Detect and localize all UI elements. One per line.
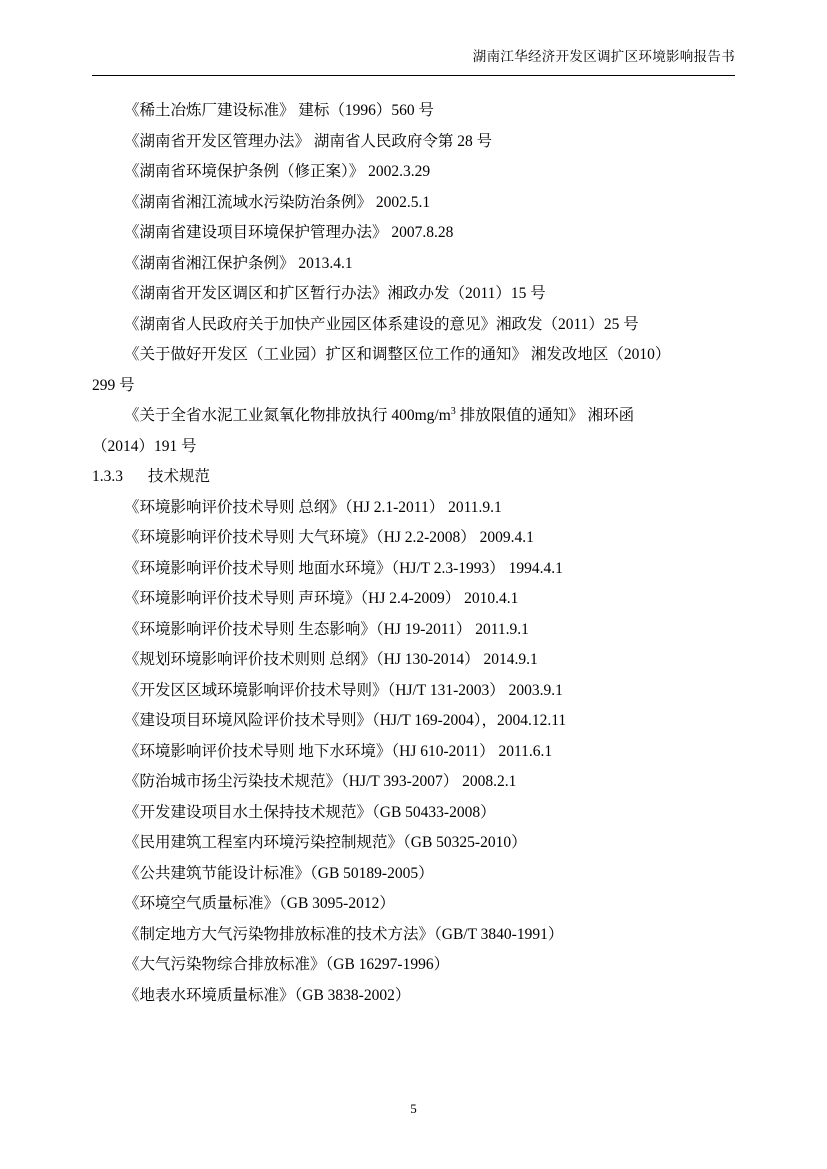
list-item: 《防治城市扬尘污染技术规范》（HJ/T 393-2007） 2008.2.1 xyxy=(124,773,517,790)
list-item: 《开发区区域环境影响评价技术导则》（HJ/T 131-2003） 2003.9.1 xyxy=(124,681,563,699)
list-item: 《湖南省湘江流域水污染防治条例》 2002.5.1 xyxy=(124,193,431,211)
list-item: 《湖南省湘江保护条例》 2013.4.1 xyxy=(124,254,353,272)
list-item: 《环境影响评价技术导则 地面水环境》（HJ/T 2.3-1993） 1994.4.1 xyxy=(124,559,563,577)
technical-standards-list xyxy=(92,493,735,1012)
list-item-continuation: 299 号 xyxy=(92,376,135,394)
list-item: 《环境影响评价技术导则 地下水环境》（HJ 610-2011） 2011.6.1 xyxy=(124,742,553,760)
list-item: 《制定地方大气污染物排放标准的技术方法》（GB/T 3840-1991） xyxy=(124,925,564,943)
list-item: 《环境空气质量标准》（GB 3095-2012） xyxy=(124,895,395,912)
list-item: 《公共建筑节能设计标准》（GB 50189-2005） xyxy=(124,864,434,882)
section-heading xyxy=(92,462,735,493)
list-item: 《民用建筑工程室内环境污染控制规范》（GB 50325-2010） xyxy=(124,834,527,851)
superscript-exponent: 3 xyxy=(450,405,456,417)
list-item: 《湖南省建设项目环境保护管理办法》 2007.8.28 xyxy=(124,224,454,241)
page-content xyxy=(92,96,735,1011)
list-item-continuation: （2014）191 号 xyxy=(92,437,197,455)
list-item: 《规划环境影响评价技术则则 总纲》（HJ 130-2014） 2014.9.1 xyxy=(124,651,538,668)
list-item: 《湖南省人民政府关于加快产业园区体系建设的意见》湘政发（2011）25 号 xyxy=(124,315,639,333)
section-number: 1.3.3 xyxy=(92,468,123,485)
list-item-with-superscript xyxy=(92,401,735,432)
list-item: 《环境影响评价技术导则 声环境》（HJ 2.4-2009） 2010.4.1 xyxy=(124,590,519,607)
list-item: 《关于做好开发区（工业园）扩区和调整区位工作的通知》 湘发改地区（2010） xyxy=(124,346,671,363)
list-item: 《湖南省开发区管理办法》 湖南省人民政府令第 28 号 xyxy=(124,132,493,150)
list-item: 《湖南省开发区调区和扩区暂行办法》湘政办发（2011）15 号 xyxy=(124,285,546,302)
superscript-line-prefix: 《关于全省水泥工业氮氧化物排放执行 400mg/m xyxy=(124,407,451,424)
superscript-line-suffix: 排放限值的通知》 湘环函 xyxy=(455,407,635,424)
header-divider xyxy=(92,75,735,76)
list-item: 《环境影响评价技术导则 大气环境》（HJ 2.2-2008） 2009.4.1 xyxy=(124,529,534,546)
list-item: 《湖南省环境保护条例（修正案）》 2002.3.29 xyxy=(124,163,431,180)
section-title: 技术规范 xyxy=(148,468,211,485)
page-number: 5 xyxy=(410,1101,417,1116)
page-header: 湖南江华经济开发区调扩区环境影响报告书 xyxy=(472,49,735,64)
list-item: 《环境影响评价技术导则 总纲》（HJ 2.1-2011） 2011.9.1 xyxy=(124,498,502,516)
list-item: 《开发建设项目水土保持技术规范》（GB 50433-2008） xyxy=(124,803,496,821)
list-item: 《地表水环境质量标准》（GB 3838-2002） xyxy=(124,986,411,1004)
list-item: 《稀土冶炼厂建设标准》 建标（1996）560 号 xyxy=(124,102,435,119)
list-item: 《大气污染物综合排放标准》（GB 16297-1996） xyxy=(124,956,450,973)
list-item: 《环境影响评价技术导则 生态影响》（HJ 19-2011） 2011.9.1 xyxy=(124,620,529,638)
list-item: 《建设项目环境风险评价技术导则》（HJ/T 169-2004），2004.12.11 xyxy=(124,712,567,729)
regulation-list-top xyxy=(92,96,735,401)
